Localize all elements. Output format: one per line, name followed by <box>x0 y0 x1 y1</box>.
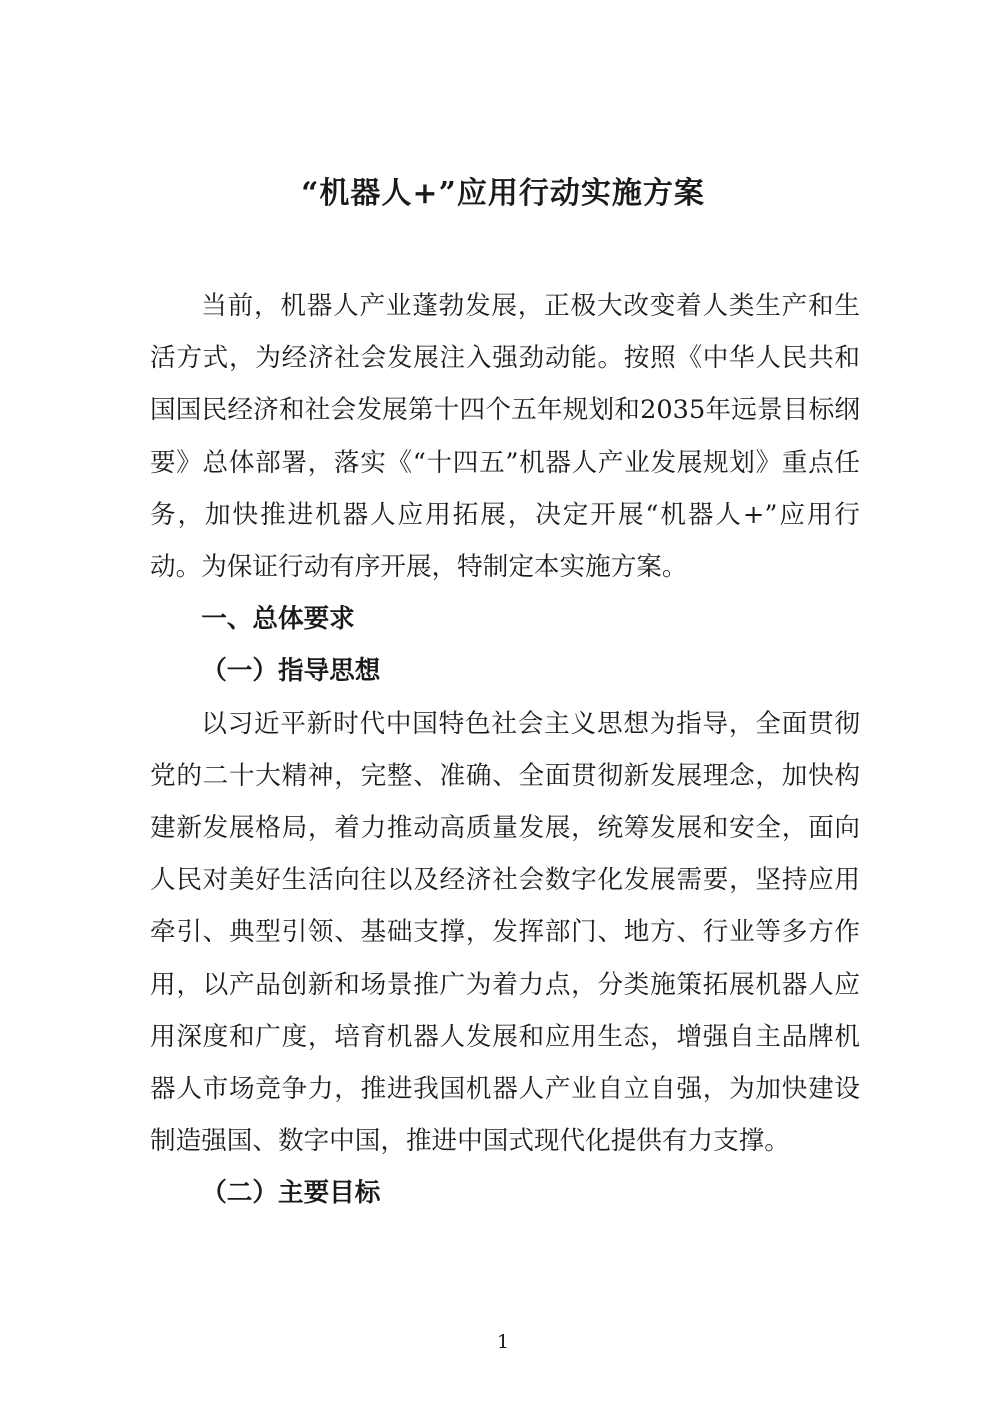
subsection-heading-guiding-ideology: （一）指导思想 <box>201 656 381 687</box>
section-heading-overall-requirements: 一、总体要求 <box>201 604 355 635</box>
subsection-heading-main-goals: （二）主要目标 <box>201 1178 381 1209</box>
intro-paragraph: 当前，机器人产业蓬勃发展，正极大改变着人类生产和生活方式，为经济社会发展注入强劲动能。按照《中华人民共和国国民经济和社会发展第十四个五年规划和2035年远景目标纲要》总体部署，落实《“十四五”机器人产业发展规划》重点任务，加快推进机器人应用拓展，决定开展“机器人+”应用行动。为保证行动有序开展，特制定本实施方案。 <box>150 291 860 583</box>
page-number: 1 <box>496 1331 510 1353</box>
document-title: “机器人+”应用行动实施方案 <box>301 176 705 211</box>
document-body <box>150 280 860 1220</box>
guiding-ideology-paragraph: 以习近平新时代中国特色社会主义思想为指导，全面贯彻党的二十大精神，完整、准确、全面贯彻新发展理念，加快构建新发展格局，着力推动高质量发展，统筹发展和安全，面向人民对美好生活向往以及经济社会数字化发展需要，坚持应用牵引、典型引领、基础支撑，发挥部门、地方、行业等多方作用，以产品创新和场景推广为着力点，分类施策拓展机器人应用深度和广度，培育机器人发展和应用生态，增强自主品牌机器人市场竞争力，推进我国机器人产业自立自强，为加快建设制造强国、数字中国，推进中国式现代化提供有力支撑。 <box>150 708 860 1157</box>
